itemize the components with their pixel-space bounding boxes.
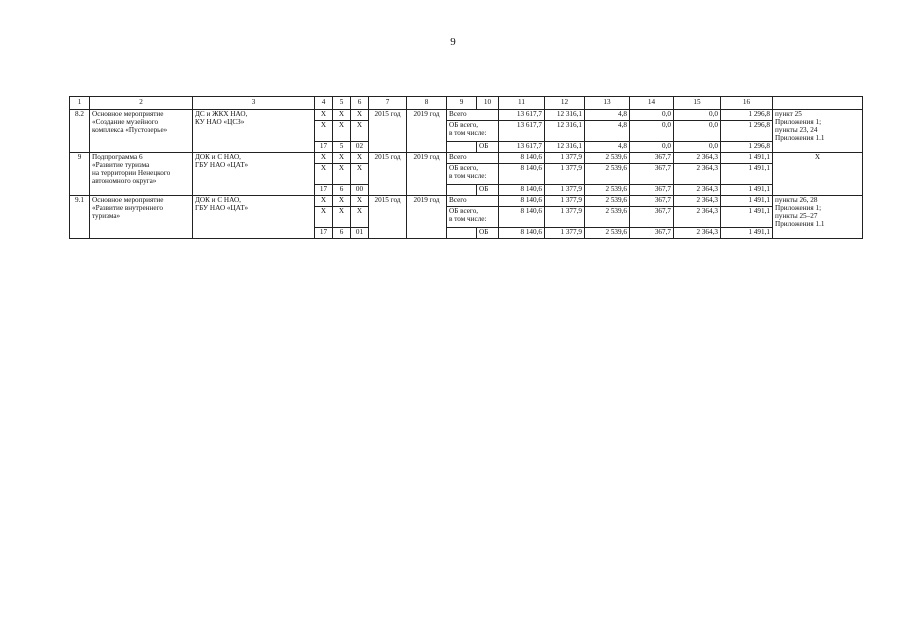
header-cell: 8 — [407, 97, 447, 110]
funding-source: ОБ — [477, 185, 499, 196]
executor-line: ДОК и С НАО, — [195, 153, 241, 161]
amount-cell: 13 617,7 — [499, 142, 545, 153]
amount-cell: 367,7 — [630, 153, 674, 164]
amount-cell: 2 364,3 — [674, 185, 721, 196]
table-row — [70, 110, 863, 121]
code-cell: X — [315, 121, 333, 142]
note — [773, 110, 863, 153]
header-cell: 16 — [721, 97, 773, 110]
note-line: Приложения 1.1 — [775, 134, 825, 142]
amount-cell: 1 296,8 — [721, 142, 773, 153]
funding-source-line: ОБ всего, — [449, 121, 479, 129]
amount-cell: 8 140,6 — [499, 228, 545, 239]
header-cell: 11 — [499, 97, 545, 110]
amount-cell: 0,0 — [674, 142, 721, 153]
code-cell: X — [315, 110, 333, 121]
amount-cell: 2 364,3 — [674, 196, 721, 207]
amount-cell: 1 377,9 — [545, 185, 585, 196]
activity-name-line: «Развитие внутреннего — [92, 204, 163, 212]
amount-cell: 2 364,3 — [674, 164, 721, 185]
amount-cell: 0,0 — [630, 142, 674, 153]
header-cell: 6 — [351, 97, 369, 110]
amount-cell: 4,8 — [585, 110, 630, 121]
activity-name-line: туризма» — [92, 212, 121, 220]
executor-line: ДС и ЖКХ НАО, — [195, 110, 248, 118]
amount-cell: 1 377,9 — [545, 207, 585, 228]
amount-cell: 2 539,6 — [585, 185, 630, 196]
funding-source: Всего — [447, 153, 499, 164]
code-cell: X — [351, 207, 369, 228]
funding-source: ОБ — [477, 142, 499, 153]
note-line: пункты 26, 28 — [775, 196, 818, 204]
amount-cell: 2 539,6 — [585, 164, 630, 185]
funding-source — [447, 164, 499, 185]
code-cell: X — [333, 110, 351, 121]
amount-cell: 8 140,6 — [499, 207, 545, 228]
note-line: Приложения 1; — [775, 118, 822, 126]
row-number: 9.1 — [70, 196, 90, 239]
amount-cell: 1 491,1 — [721, 153, 773, 164]
executor-line: КУ НАО «ЦСЗ» — [195, 118, 245, 126]
code-cell: X — [351, 164, 369, 185]
activity-name-line: «Создание музейного — [92, 118, 159, 126]
code-cell: X — [333, 153, 351, 164]
table-row — [70, 153, 863, 164]
note-line: Приложения 1; — [775, 204, 822, 212]
amount-cell: 1 491,1 — [721, 207, 773, 228]
executor — [193, 196, 315, 239]
code-cell: X — [351, 121, 369, 142]
amount-cell: 13 617,7 — [499, 121, 545, 142]
code-cell: X — [333, 207, 351, 228]
amount-cell: 1 491,1 — [721, 164, 773, 185]
note-line: пункт 25 — [775, 110, 802, 118]
amount-cell: 1 491,1 — [721, 185, 773, 196]
code-cell: 01 — [351, 228, 369, 239]
header-cell: 13 — [585, 97, 630, 110]
amount-cell: 2 539,6 — [585, 228, 630, 239]
code-cell: X — [351, 153, 369, 164]
note-line: X — [814, 153, 821, 161]
start-year: 2015 год — [369, 153, 407, 196]
header-cell: 3 — [193, 97, 315, 110]
amount-cell: 13 617,7 — [499, 110, 545, 121]
funding-code — [447, 185, 477, 196]
amount-cell: 1 491,1 — [721, 228, 773, 239]
start-year: 2015 год — [369, 110, 407, 153]
end-year: 2019 год — [407, 196, 447, 239]
amount-cell: 2 364,3 — [674, 207, 721, 228]
code-cell: 02 — [351, 142, 369, 153]
activity-name — [90, 196, 193, 239]
funding-source-line: в том числе: — [449, 172, 487, 180]
amount-cell: 2 539,6 — [585, 196, 630, 207]
funding-source-line: ОБ всего, — [449, 164, 479, 172]
row-number: 8.2 — [70, 110, 90, 153]
activity-name-line: автономного округа» — [92, 177, 157, 185]
amount-cell: 367,7 — [630, 207, 674, 228]
amount-cell: 12 316,1 — [545, 142, 585, 153]
note — [773, 153, 863, 196]
note-line: пункты 25–27 — [775, 212, 818, 220]
amount-cell: 367,7 — [630, 196, 674, 207]
row-number: 9 — [70, 153, 90, 196]
amount-cell: 8 140,6 — [499, 153, 545, 164]
amount-cell: 12 316,1 — [545, 121, 585, 142]
note-line: Приложения 1.1 — [775, 220, 825, 228]
code-cell: X — [333, 121, 351, 142]
code-cell: X — [315, 196, 333, 207]
code-cell: 5 — [333, 142, 351, 153]
code-cell: X — [315, 153, 333, 164]
amount-cell: 12 316,1 — [545, 110, 585, 121]
note-line: пункты 23, 24 — [775, 126, 818, 134]
funding-source: Всего — [447, 196, 499, 207]
header-cell: 9 — [447, 97, 477, 110]
amount-cell: 1 377,9 — [545, 196, 585, 207]
funding-code — [447, 142, 477, 153]
end-year: 2019 год — [407, 110, 447, 153]
funding-source-line: в том числе: — [449, 129, 487, 137]
note — [773, 196, 863, 239]
amount-cell: 4,8 — [585, 121, 630, 142]
executor-line: ДОК и С НАО, — [195, 196, 241, 204]
activity-name-line: Подпрограмма 6 — [92, 153, 143, 161]
header-cell: 7 — [369, 97, 407, 110]
amount-cell: 2 539,6 — [585, 153, 630, 164]
activity-name-line: Основное мероприятие — [92, 110, 164, 118]
activity-name-line: комплекса «Пустозерье» — [92, 126, 168, 134]
header-cell: 4 — [315, 97, 333, 110]
amount-cell: 1 491,1 — [721, 196, 773, 207]
code-cell: 6 — [333, 228, 351, 239]
header-cell: 1 — [70, 97, 90, 110]
code-cell: X — [351, 196, 369, 207]
header-cell: 10 — [477, 97, 499, 110]
amount-cell: 1 296,8 — [721, 110, 773, 121]
start-year: 2015 год — [369, 196, 407, 239]
page-number: 9 — [450, 36, 456, 48]
table-body — [70, 97, 863, 239]
amount-cell: 1 377,9 — [545, 228, 585, 239]
funding-source — [447, 207, 499, 228]
amount-cell: 8 140,6 — [499, 196, 545, 207]
executor-line: ГБУ НАО «ЦАТ» — [195, 161, 249, 169]
code-cell: X — [351, 110, 369, 121]
amount-cell: 4,8 — [585, 142, 630, 153]
end-year: 2019 год — [407, 153, 447, 196]
code-cell: 17 — [315, 228, 333, 239]
amount-cell: 8 140,6 — [499, 185, 545, 196]
activity-name-line: «Развитие туризма — [92, 161, 150, 169]
executor-line: ГБУ НАО «ЦАТ» — [195, 204, 249, 212]
funding-source: Всего — [447, 110, 499, 121]
amount-cell: 8 140,6 — [499, 164, 545, 185]
code-cell: 17 — [315, 142, 333, 153]
executor — [193, 110, 315, 153]
code-cell: X — [315, 164, 333, 185]
header-cell: 14 — [630, 97, 674, 110]
activity-name-line: Основное мероприятие — [92, 196, 164, 204]
amount-cell: 0,0 — [630, 121, 674, 142]
code-cell: X — [333, 164, 351, 185]
amount-cell: 2 539,6 — [585, 207, 630, 228]
amount-cell: 367,7 — [630, 164, 674, 185]
amount-cell: 1 377,9 — [545, 164, 585, 185]
amount-cell: 0,0 — [674, 121, 721, 142]
amount-cell: 0,0 — [674, 110, 721, 121]
code-cell: X — [315, 207, 333, 228]
activity-name — [90, 153, 193, 196]
amount-cell: 2 364,3 — [674, 228, 721, 239]
code-cell: 00 — [351, 185, 369, 196]
activity-name — [90, 110, 193, 153]
header-cell: 15 — [674, 97, 721, 110]
funding-source-line: в том числе: — [449, 215, 487, 223]
header-cell: 2 — [90, 97, 193, 110]
code-cell: 6 — [333, 185, 351, 196]
funding-source-line: ОБ всего, — [449, 207, 479, 215]
amount-cell: 1 296,8 — [721, 121, 773, 142]
amount-cell: 367,7 — [630, 185, 674, 196]
code-cell: 17 — [315, 185, 333, 196]
budget-table — [69, 96, 863, 239]
amount-cell: 2 364,3 — [674, 153, 721, 164]
executor — [193, 153, 315, 196]
table-row — [70, 196, 863, 207]
amount-cell: 1 377,9 — [545, 153, 585, 164]
funding-source: ОБ — [477, 228, 499, 239]
header-cell — [773, 97, 863, 110]
amount-cell: 0,0 — [630, 110, 674, 121]
header-cell: 12 — [545, 97, 585, 110]
code-cell: X — [333, 196, 351, 207]
amount-cell: 367,7 — [630, 228, 674, 239]
header-cell: 5 — [333, 97, 351, 110]
activity-name-line: на территории Ненецкого — [92, 169, 171, 177]
header-row — [70, 97, 863, 110]
funding-source — [447, 121, 499, 142]
funding-code — [447, 228, 477, 239]
